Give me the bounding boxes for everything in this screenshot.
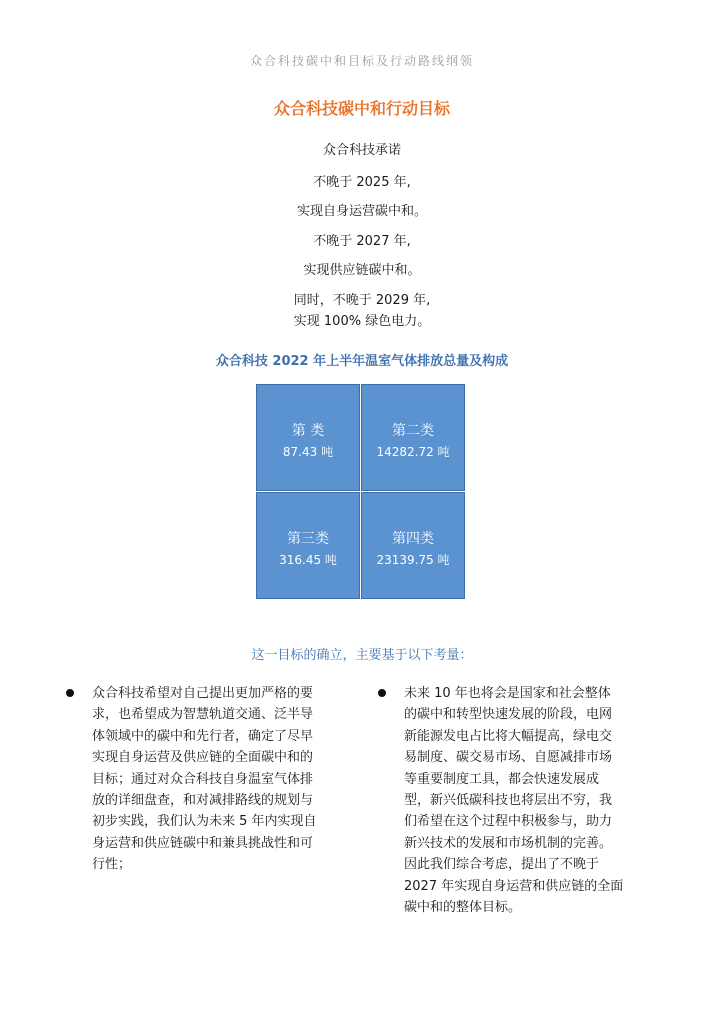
bullet-line: 初步实践，我们认为未来 5 年内实现自: [92, 814, 317, 830]
bullet-dot-icon: [66, 689, 74, 697]
bullet-text: [404, 683, 648, 918]
commitment-line: 实现 100% 绿色电力。: [293, 314, 431, 329]
bullet-line: 2027 年实现自身运营和供应链的全面: [404, 878, 624, 894]
bullet-text: [92, 683, 348, 876]
commitment-line: 不晚于 2027 年,: [313, 234, 411, 249]
emissions-title: 众合科技 2022 年上半年温室气体排放总量及构成: [215, 354, 509, 369]
running-header: 众合科技碳中和目标及行动路线纲领: [249, 54, 474, 68]
emissions-category: 第四类: [392, 531, 434, 547]
emissions-category: 第三类: [287, 531, 329, 547]
bullet-line: 碳中和的整体目标。: [404, 900, 522, 916]
bullet-line: 未来 10 年也将会是国家和社会整体: [404, 686, 611, 701]
bullet-line: 众合科技希望对自己提出更加严格的要: [92, 686, 314, 701]
bullet-line: 易制度、碳交易市场、自愿减排市场: [404, 750, 613, 766]
emissions-cell-scope-2: [361, 384, 465, 491]
emissions-cell-scope-1: [256, 384, 360, 491]
bullet-line: 目标；通过对众合科技自身温室气体排: [92, 771, 314, 787]
emissions-value: 14282.72 吨: [376, 445, 450, 459]
emissions-value: 87.43 吨: [282, 445, 334, 459]
commitment-line: 实现自身运营碳中和。: [296, 204, 427, 219]
emissions-cell-scope-4: [361, 492, 465, 599]
bullet-line: 求，也希望成为智慧轨道交通、泛半导: [92, 707, 314, 723]
page-title: 众合科技碳中和行动目标: [273, 99, 450, 118]
commitment-line: 众合科技承诺: [322, 143, 401, 158]
bullet-line: 新兴技术的发展和市场机制的完善。: [404, 835, 613, 851]
commitment-line: 不晚于 2025 年,: [313, 175, 411, 190]
bullet-line: 新能源发电占比将大幅提高，绿电交: [404, 728, 613, 744]
bullet-line: 身运营和供应链碳中和兼具挑战性和可: [92, 835, 314, 851]
bullet-line: 们希望在这个过程中积极参与，助力: [404, 814, 613, 830]
bullet-dot-icon: [378, 689, 386, 697]
commitment-line: 同时，不晚于 2029 年,: [293, 293, 431, 308]
bullet-line: 的碳中和转型快速发展的阶段，电网: [404, 707, 613, 723]
bullet-line: 体领域中的碳中和先行者，确定了尽早: [92, 728, 314, 744]
bullet-line: 放的详细盘查，和对减排路线的规划与: [92, 793, 314, 809]
bullet-line: 等重要制度工具，都会快速发展成: [404, 771, 600, 787]
emissions-value: 316.45 吨: [279, 553, 337, 567]
emissions-grid: [256, 384, 466, 600]
bullet-line: 行性；: [92, 857, 132, 873]
emissions-category: 第 类: [291, 423, 325, 439]
emissions-cell-scope-3: [256, 492, 360, 599]
emissions-value: 23139.75 吨: [376, 553, 450, 567]
bullet-line: 型，新兴低碳科技也将层出不穷，我: [404, 793, 613, 809]
bullet-line: 实现自身运营及供应链的全面碳中和的: [92, 750, 314, 766]
emissions-category: 第二类: [392, 423, 434, 439]
bullet-line: 因此我们综合考虑，提出了不晚于: [404, 857, 600, 873]
commitment-line: 实现供应链碳中和。: [303, 263, 421, 278]
basis-heading: 这一目标的确立，主要基于以下考量：: [251, 648, 473, 663]
